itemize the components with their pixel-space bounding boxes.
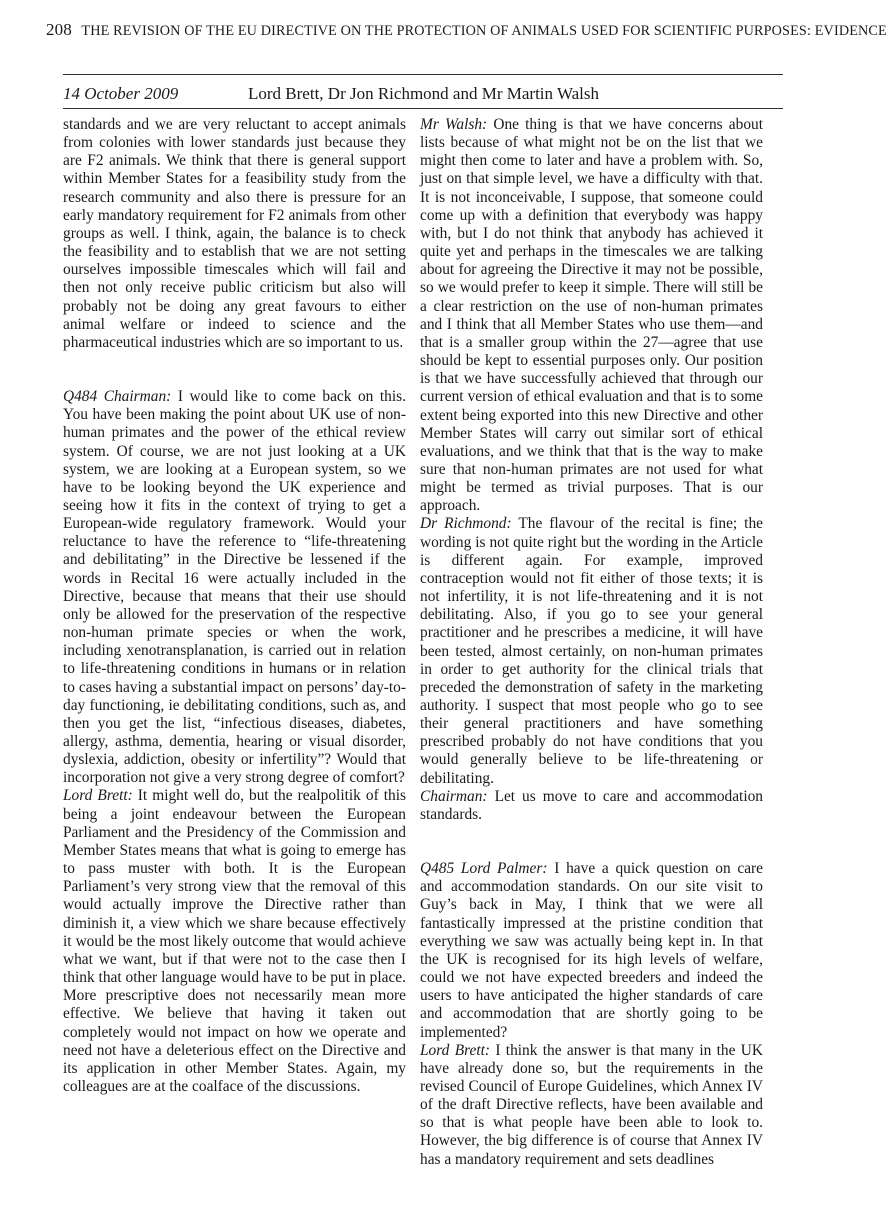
paragraph [63,388,406,787]
paragraph-text: standards and we are very reluctant to accept animals from colonies with lower standards just because they are F2 animals. We think that there is general support within Member States for a feasibility study from the research community and also there is pressure for an early mandatory requirement for F2 animals from other groups as well. I think, again, the balance is to check the feasibility and to establish that we are not setting ourselves impossible timescales which will fail and then not only receive public criticism but also will probably not be doing any great favours to either animal welfare or indeed to science and the pharmaceutical industries which are so important to us. [63,116,406,351]
speaker-label: Q484 Chairman: [63,388,172,406]
paragraph [420,116,763,515]
speaker-label: Chairman: [420,787,488,805]
paragraph-text: The flavour of the recital is fine; the wording is not quite right but the wording in the Article is different again. For example, improved contraception would not fit either of those texts; it is not infertility, it is not life-threatening and it is not debilitating. Also, if you go to see your general practitioner and he prescribes a medicine, it will have been tested, almost certainly, on non-human primates in order to get authority for the clinical trials that preceded the demonstration of safety in the marketing authority. I suspect that most people who go to see their general practitioners and have something prescribed probably do not have conditions that you would generally believe to be life-threatening or debilitating. [420,515,763,787]
running-head [46,20,887,40]
paragraph-text: Let us move to care and accommodation standards. [420,787,763,823]
header-rule-bottom [63,108,783,109]
page-number: 208 [46,20,72,39]
paragraph [63,787,406,1096]
paragraph [420,1042,763,1169]
speaker-label: Mr Walsh: [420,116,488,133]
speaker-label: Dr Richmond: [420,515,512,533]
paragraph [420,788,763,824]
paragraph [420,515,763,787]
witness-names: Lord Brett, Dr Jon Richmond and Mr Martin Walsh [248,84,600,103]
header-rule-top [63,74,783,75]
right-column [420,116,763,1169]
paragraph-text: I have a quick question on care and accommodation standards. On our site visit to Guy’s back in May, I think that we were all fantastically impressed at the pristine condition that everything we saw was actually being kept in. In that the UK is recognised for its high levels of welfare, could we not have expected breeders and indeed the users to have anticipated the higher standards of care and accommodation that are shortly going to be implemented? [420,860,764,1041]
speaker-label: Lord Brett: [63,787,133,805]
paragraph [420,860,763,1042]
running-title: THE REVISION OF THE EU DIRECTIVE ON THE PROTECTION OF ANIMALS USED FOR SCIENTIFIC PURPOSES: EVIDENCE [81,23,887,39]
paragraph [63,116,406,352]
speaker-label: Lord Brett: [420,1041,491,1059]
paragraph-text: I would like to come back on this. You have been making the point about UK use of non-human primates and the power of the ethical review system. Of course, we are not just looking at a UK system, we are looking at a European system, so we have to be looking beyond the UK experience and seeing how it fits in the context of trying to get a European-wide regulatory framework. Would your reluctance to have the reference to “life-threatening and debilitating” in the Directive be lessened if the words in Recital 16 were actually included in the Directive, because that means that their use should only be allowed for the preservation of the respective non-human primate species or when the work, including xenotransplanation, is carried out in relation to life-threatening conditions in humans or in relation to cases having a substantial impact on persons’ day-to-day functioning, ie debilitating conditions, such as, and then you get the list, “infectious diseases, diabetes, allergy, asthma, dementia, hearing or visual disorder, dyslexia, addiction, obesity or infertility”? Would that incorporation not give a very strong degree of comfort? [63,388,406,787]
session-date: 14 October 2009 [63,84,179,103]
speaker-label: Q485 Lord Palmer: [420,860,548,878]
paragraph-text: It might well do, but the realpolitik of this being a joint endeavour between the European Parliament and the Presidency of the Commission and Member States means that what is going to emerge has to pass muster with both. It is the European Parliament’s very strong view that the removal of this would actually improve the Directive rather than diminish it, a view which we share because effectively it would be the most likely outcome that would achieve what we want, but if that were not to the case then I think that other language would have to be put in place. More prescriptive does not necessarily mean more effective. We believe that having it taken out completely would not impact on how we operate and need not have a deleterious effect on the Directive and its application in other Member States. Again, my colleagues are at the coalface of the discussions. [63,787,406,1095]
paragraph-text: I think the answer is that many in the UK have already done so, but the requirements in the revised Council of Europe Guidelines, which Annex IV of the draft Directive reflects, have been available and so that is what people have been able to look to. However, the big difference is of course that Annex IV has a mandatory requirement and sets deadlines [420,1041,763,1168]
paragraph-text: One thing is that we have concerns about lists because of what might not be on the list that we might then come to later and have a problem with. So, just on that simple level, we have a difficulty with that. It is not inconceivable, I suppose, that someone could come up with a definition that everybody was happy with, but I do not think that anybody has achieved it quite yet and perhaps in the timescales we are talking about for agreeing the Directive it may not be possible, so we would prefer to keep it simple. There will still be a clear restriction on the use of non-human primates and I think that all Member States who use them—and that is a smaller group within the 27—agree that use should be kept to essential purposes only. Our position is that we have successfully achieved that through our current version of ethical evaluation and that is to some extent being exported into this new Directive and other Member States will carry out similar sort of ethical evaluations, and we think that that is the way to make sure that non-human primates are not used for what might be termed as trivial purposes. That is our approach. [420,116,763,515]
left-column [63,116,406,1096]
